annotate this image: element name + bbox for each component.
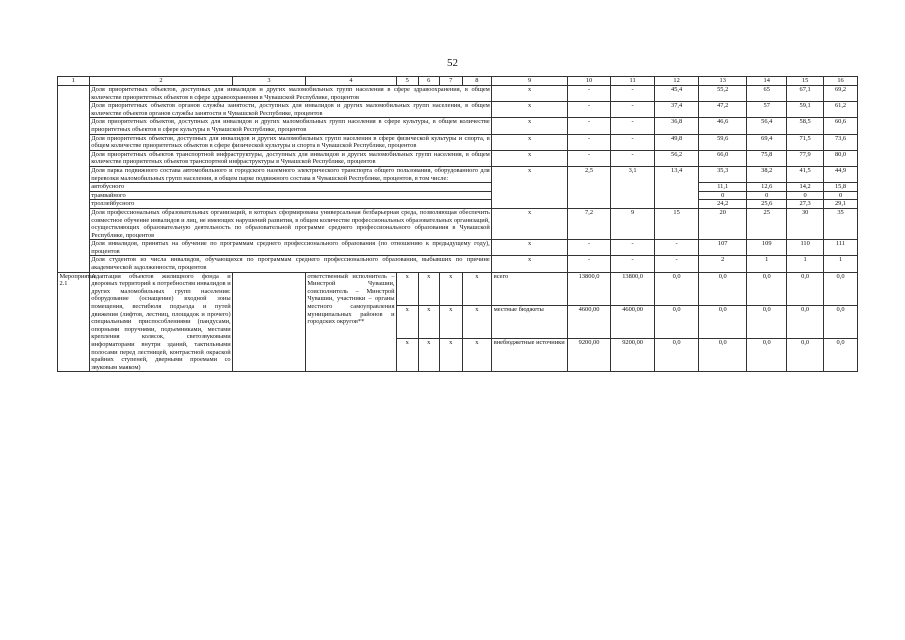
indicator-value: 1 (747, 256, 787, 272)
indicator-value: 67,1 (787, 86, 824, 102)
indicator-value: 45,4 (655, 86, 699, 102)
activity-row (58, 272, 858, 305)
indicator-value: - (611, 150, 655, 166)
indicator-value: - (611, 86, 655, 102)
sub-indicator-label: автобусного (89, 183, 492, 192)
indicator-value: x (492, 102, 568, 118)
indicator-value: 2,5 (568, 166, 611, 208)
indicator-value: - (611, 118, 655, 134)
indicator-value: x (492, 256, 568, 272)
funding-value: 0,0 (787, 272, 824, 305)
page-number: 52 (447, 57, 458, 69)
header-cell: 14 (747, 77, 787, 86)
indicator-text: Доля студентов из числа инвалидов, обучающихся по программам среднего профессионального образования, выбывших по причине академической задолженности, процентов (91, 256, 490, 272)
indicator-value: x (492, 166, 568, 208)
indicator-value: - (611, 240, 655, 256)
code-cell: x (418, 272, 440, 305)
header-cell: 10 (568, 77, 611, 86)
indicator-value: 61,2 (824, 102, 858, 118)
indicator-value: 58,5 (787, 118, 824, 134)
indicator-value: 27,3 (787, 200, 824, 209)
header-cell: 7 (440, 77, 463, 86)
indicator-row (58, 86, 858, 102)
sub-indicator-row (58, 183, 858, 192)
indicator-value: 69,2 (824, 86, 858, 102)
indicator-value: 14,2 (787, 183, 824, 192)
indicator-value: x (492, 240, 568, 256)
indicator-value: 3,1 (611, 166, 655, 208)
indicator-value: 1 (787, 256, 824, 272)
indicator-text: Доля приоритетных объектов, доступных для инвалидов и других маломобильных групп населения в сфере физической культуры и спорта, в общем количестве приоритетных объектов в сфере физической культуры и спорта в Чувашской Республике, процентов (91, 134, 490, 150)
indicator-row (58, 166, 858, 182)
header-cell: 1 (58, 77, 90, 86)
code-cell: x (440, 272, 463, 305)
indicator-value: 0 (747, 191, 787, 200)
funding-value: 0,0 (824, 305, 858, 338)
header-cell: 5 (397, 77, 419, 86)
indicator-value: - (568, 134, 611, 150)
activity-description: Адаптация объектов жилищного фонда и дворовых территорий к потребностям инвалидов и других маломобильных групп населения: оборудование (оснащение) входной зоны помещения, вестибюля подъезда и путей движения (лифтов, лестниц, площадок и прочего) специальными приспособлениями (пандусами, опорными поручнями, подъемниками, местами крепления колясок, светозвуковыми информаторами внутри зданий, тактильными полосами перед лестницей, контрастной окраской крайних ступеней, дверными проемами со звуковым маяком) (91, 272, 231, 371)
header-cell: 2 (89, 77, 232, 86)
indicator-row (58, 256, 858, 272)
indicator-value: 24,2 (699, 200, 747, 209)
indicator-value: 56,2 (655, 150, 699, 166)
indicator-value: x (492, 150, 568, 166)
indicator-text: Доля приоритетных объектов, доступных для инвалидов и других маломобильных групп населения в сфере культуры, в общем количестве приоритетных объектов в сфере культуры в Чувашской Республике, процентов (91, 118, 490, 133)
sub-indicator-label: троллейбусного (89, 200, 492, 209)
indicator-row (58, 208, 858, 239)
indicator-value: 69,4 (747, 134, 787, 150)
indicator-value: 60,6 (824, 118, 858, 134)
header-row (58, 77, 858, 86)
header-cell: 15 (787, 77, 824, 86)
funding-value: 0,0 (747, 339, 787, 372)
indicator-value: 44,9 (824, 166, 858, 182)
header-cell: 8 (462, 77, 492, 86)
funding-value: 4600,00 (611, 305, 655, 338)
funding-source: всего (492, 272, 568, 305)
funding-value: 0,0 (824, 339, 858, 372)
empty-cell (58, 86, 90, 273)
header-cell: 13 (699, 77, 747, 86)
indicator-value: 41,5 (787, 166, 824, 182)
indicator-value: 37,4 (655, 102, 699, 118)
header-cell: 16 (824, 77, 858, 86)
indicator-value: 47,2 (699, 102, 747, 118)
header-cell: 11 (611, 77, 655, 86)
indicator-value: 29,1 (824, 200, 858, 209)
funding-value: 9200,00 (568, 339, 611, 372)
indicator-value: 25 (747, 208, 787, 239)
indicator-text: Доля профессиональных образовательных организаций, в которых сформирована универсальная безбарьерная среда, позволяющая обеспечить совместное обучение инвалидов и лиц, не имеющих нарушений развития, в общем количестве профессиональных образовательных организаций, осуществляющих образовательную деятельность по образовательной программе среднего профессионального образования в Чувашской Республике, процентов (91, 208, 490, 239)
code-cell: x (462, 272, 492, 305)
indicator-value: 38,2 (747, 166, 787, 182)
indicator-value: 55,2 (699, 86, 747, 102)
indicator-value: 0 (787, 191, 824, 200)
indicator-value: 111 (824, 240, 858, 256)
indicator-value: - (611, 256, 655, 272)
indicator-value: - (611, 134, 655, 150)
indicator-value: 2 (699, 256, 747, 272)
funding-value: 0,0 (787, 339, 824, 372)
code-cell: x (418, 305, 440, 338)
indicator-value: 73,6 (824, 134, 858, 150)
indicator-value: 35,3 (699, 166, 747, 182)
indicator-value: 0 (699, 191, 747, 200)
funding-value: 0,0 (655, 305, 699, 338)
program-table (57, 76, 858, 372)
funding-value: 0,0 (655, 339, 699, 372)
indicator-value: - (568, 86, 611, 102)
header-cell: 3 (233, 77, 306, 86)
header-cell: 12 (655, 77, 699, 86)
indicator-value: 66,0 (699, 150, 747, 166)
indicator-row (58, 240, 858, 256)
indicator-row (58, 150, 858, 166)
indicator-row (58, 134, 858, 150)
indicator-value: - (568, 150, 611, 166)
sub-indicator-row (58, 200, 858, 209)
funding-value: 4600,00 (568, 305, 611, 338)
code-cell: x (462, 305, 492, 338)
indicator-value: x (492, 86, 568, 102)
header-cell: 6 (418, 77, 440, 86)
indicator-value: 75,8 (747, 150, 787, 166)
funding-value: 0,0 (787, 305, 824, 338)
indicator-value: 109 (747, 240, 787, 256)
indicator-text: Доля приоритетных объектов транспортной инфраструктуры, доступных для инвалидов и других маломобильных групп населения, в общем количестве приоритетных объектов транспортной инфраструктуры в Чувашской Республике, процентов (91, 150, 490, 166)
indicator-row (58, 102, 858, 118)
indicator-text: Доля инвалидов, принятых на обучение по программам среднего профессионального образования (по отношению к предыдущему году), процентов (91, 240, 490, 255)
sub-indicator-label: трамвайного (89, 191, 492, 200)
funding-value: 0,0 (699, 339, 747, 372)
indicator-value: 110 (787, 240, 824, 256)
indicator-value: 107 (699, 240, 747, 256)
code-cell: x (440, 339, 463, 372)
indicator-value: 46,6 (699, 118, 747, 134)
indicator-value: 49,8 (655, 134, 699, 150)
code-cell: x (462, 339, 492, 372)
indicator-value: - (568, 118, 611, 134)
indicator-value: 77,9 (787, 150, 824, 166)
indicator-value: 1 (824, 256, 858, 272)
funding-value: 9200,00 (611, 339, 655, 372)
empty-cell (233, 272, 306, 372)
indicator-value: - (611, 102, 655, 118)
activity-responsible: ответственный исполнитель – Минстрой Чувашии, соисполнитель – Минстрой Чувашии, участники – органы местного самоуправления муниципальных районов и городских округов** (305, 272, 396, 372)
funding-value: 13800,0 (611, 272, 655, 305)
indicator-value: 35 (824, 208, 858, 239)
indicator-value: - (568, 256, 611, 272)
indicator-text: Доля приоритетных объектов, доступных для инвалидов и других маломобильных групп населения в сфере здравоохранения, в общем количестве приоритетных объектов в сфере здравоохранения в Чувашской Республике, процентов (91, 86, 490, 101)
funding-source: внебюджетные источники (492, 339, 568, 372)
sub-indicator-row (58, 191, 858, 200)
indicator-value: 9 (611, 208, 655, 239)
header-cell: 4 (305, 77, 396, 86)
indicator-value: 11,1 (699, 183, 747, 192)
funding-source: местные бюджеты (492, 305, 568, 338)
funding-value: 0,0 (824, 272, 858, 305)
indicator-value: 30 (787, 208, 824, 239)
code-cell: x (397, 305, 419, 338)
indicator-text: Доля приоритетных объектов органов службы занятости, доступных для инвалидов и других маломобильных групп населения, в общем количестве объектов органов службы занятости в Чувашской Республике, процентов (91, 102, 490, 117)
indicator-value: - (655, 240, 699, 256)
indicator-value: 36,8 (655, 118, 699, 134)
indicator-value: x (492, 134, 568, 150)
indicator-value: x (492, 118, 568, 134)
funding-value: 0,0 (699, 305, 747, 338)
indicator-value: 65 (747, 86, 787, 102)
code-cell: x (397, 272, 419, 305)
indicator-value: 20 (699, 208, 747, 239)
funding-value: 0,0 (655, 272, 699, 305)
indicator-text: Доля парка подвижного состава автомобильного и городского наземного электрического транспорта общего пользования, оборудованного для перевозки маломобильных групп населения, в общем парке подвижного состава в Чувашской Республике, процентов, в том числе: (91, 166, 490, 182)
code-cell: x (440, 305, 463, 338)
indicator-value: 59,6 (699, 134, 747, 150)
indicator-value: 12,6 (747, 183, 787, 192)
funding-value: 0,0 (747, 272, 787, 305)
funding-value: 0,0 (747, 305, 787, 338)
indicator-value: 15,8 (824, 183, 858, 192)
indicator-value: 56,4 (747, 118, 787, 134)
indicator-value: 7,2 (568, 208, 611, 239)
indicator-value: - (568, 102, 611, 118)
code-cell: x (397, 339, 419, 372)
indicator-value: 13,4 (655, 166, 699, 208)
funding-value: 13800,0 (568, 272, 611, 305)
indicator-value: 59,1 (787, 102, 824, 118)
indicator-value: 71,5 (787, 134, 824, 150)
code-cell: x (418, 339, 440, 372)
indicator-value: 80,0 (824, 150, 858, 166)
indicator-row (58, 118, 858, 134)
header-cell: 9 (492, 77, 568, 86)
indicator-value: - (655, 256, 699, 272)
indicator-value: 15 (655, 208, 699, 239)
indicator-value: 0 (824, 191, 858, 200)
indicator-value: - (568, 240, 611, 256)
funding-value: 0,0 (699, 272, 747, 305)
indicator-value: 57 (747, 102, 787, 118)
activity-name: Мероприятие 2.1 (58, 272, 90, 372)
indicator-value: x (492, 208, 568, 239)
indicator-value: 25,6 (747, 200, 787, 209)
